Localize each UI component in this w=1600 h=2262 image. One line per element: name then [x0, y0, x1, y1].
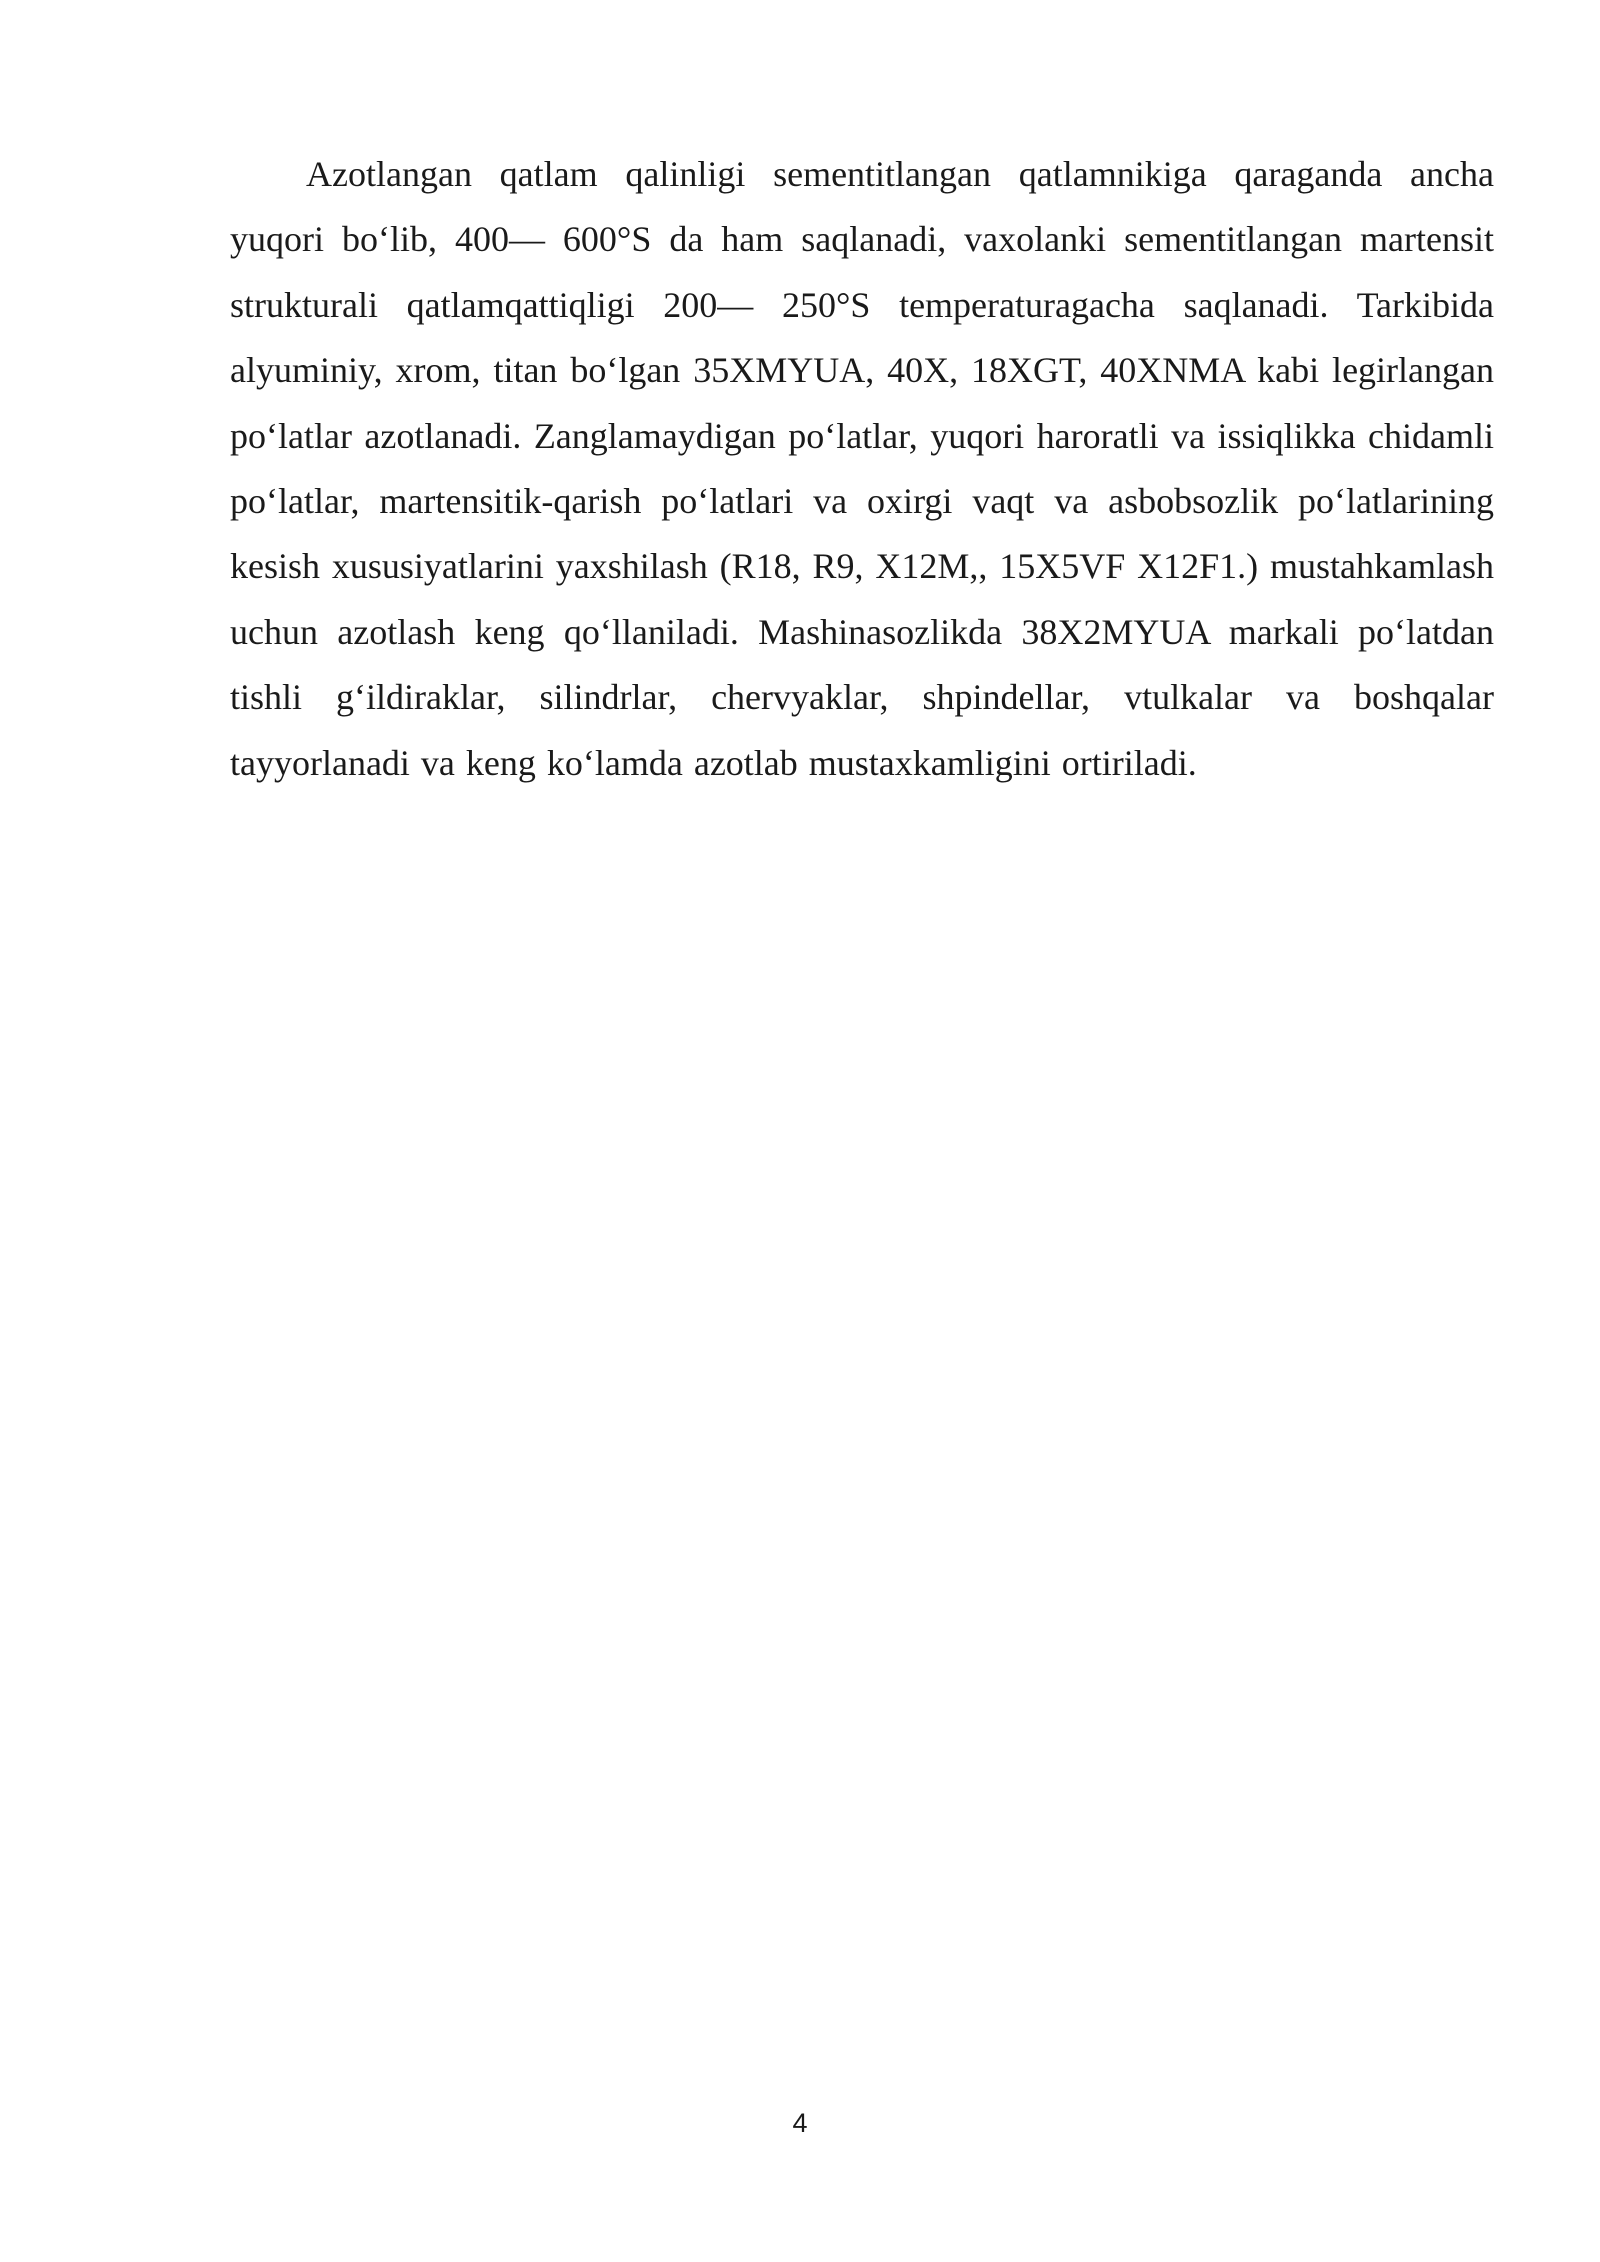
- page-number: 4: [792, 2108, 808, 2138]
- body-paragraph: Azotlangan qatlam qalinligi sementitlangan qatlamnikiga qaraganda ancha yuqori bo‘lib, 400— 600°S da ham saqlanadi, vaxolanki sementitlangan martensit strukturali qatlamqattiqligi 200— 250°S temperaturagacha saqlanadi. Tarkibida alyuminiy, xrom, titan bo‘lgan 35XMYUA, 40X, 18XGT, 40XNMA kabi legirlangan po‘latlar azotlanadi. Zanglamaydigan po‘latlar, yuqori haroratli va issiqlikka chidamli po‘latlar, martensitik-qarish po‘latlari va oxirgi vaqt va asbobsozlik po‘latlarining kesish xususiyatlarini yaxshilash (R18, R9, X12M,, 15X5VF X12F1.) mustahkamlash uchun azotlash keng qo‘llaniladi. Mashinasozlikda 38X2MYUA markali po‘latdan tishli g‘ildiraklar, silindrlar, chervyaklar, shpindellar, vtulkalar va boshqalar tayyorlanadi va keng ko‘lamda azotlab mustaxkamligini ortiriladi.: [230, 154, 1494, 783]
- text-block: [230, 142, 1494, 796]
